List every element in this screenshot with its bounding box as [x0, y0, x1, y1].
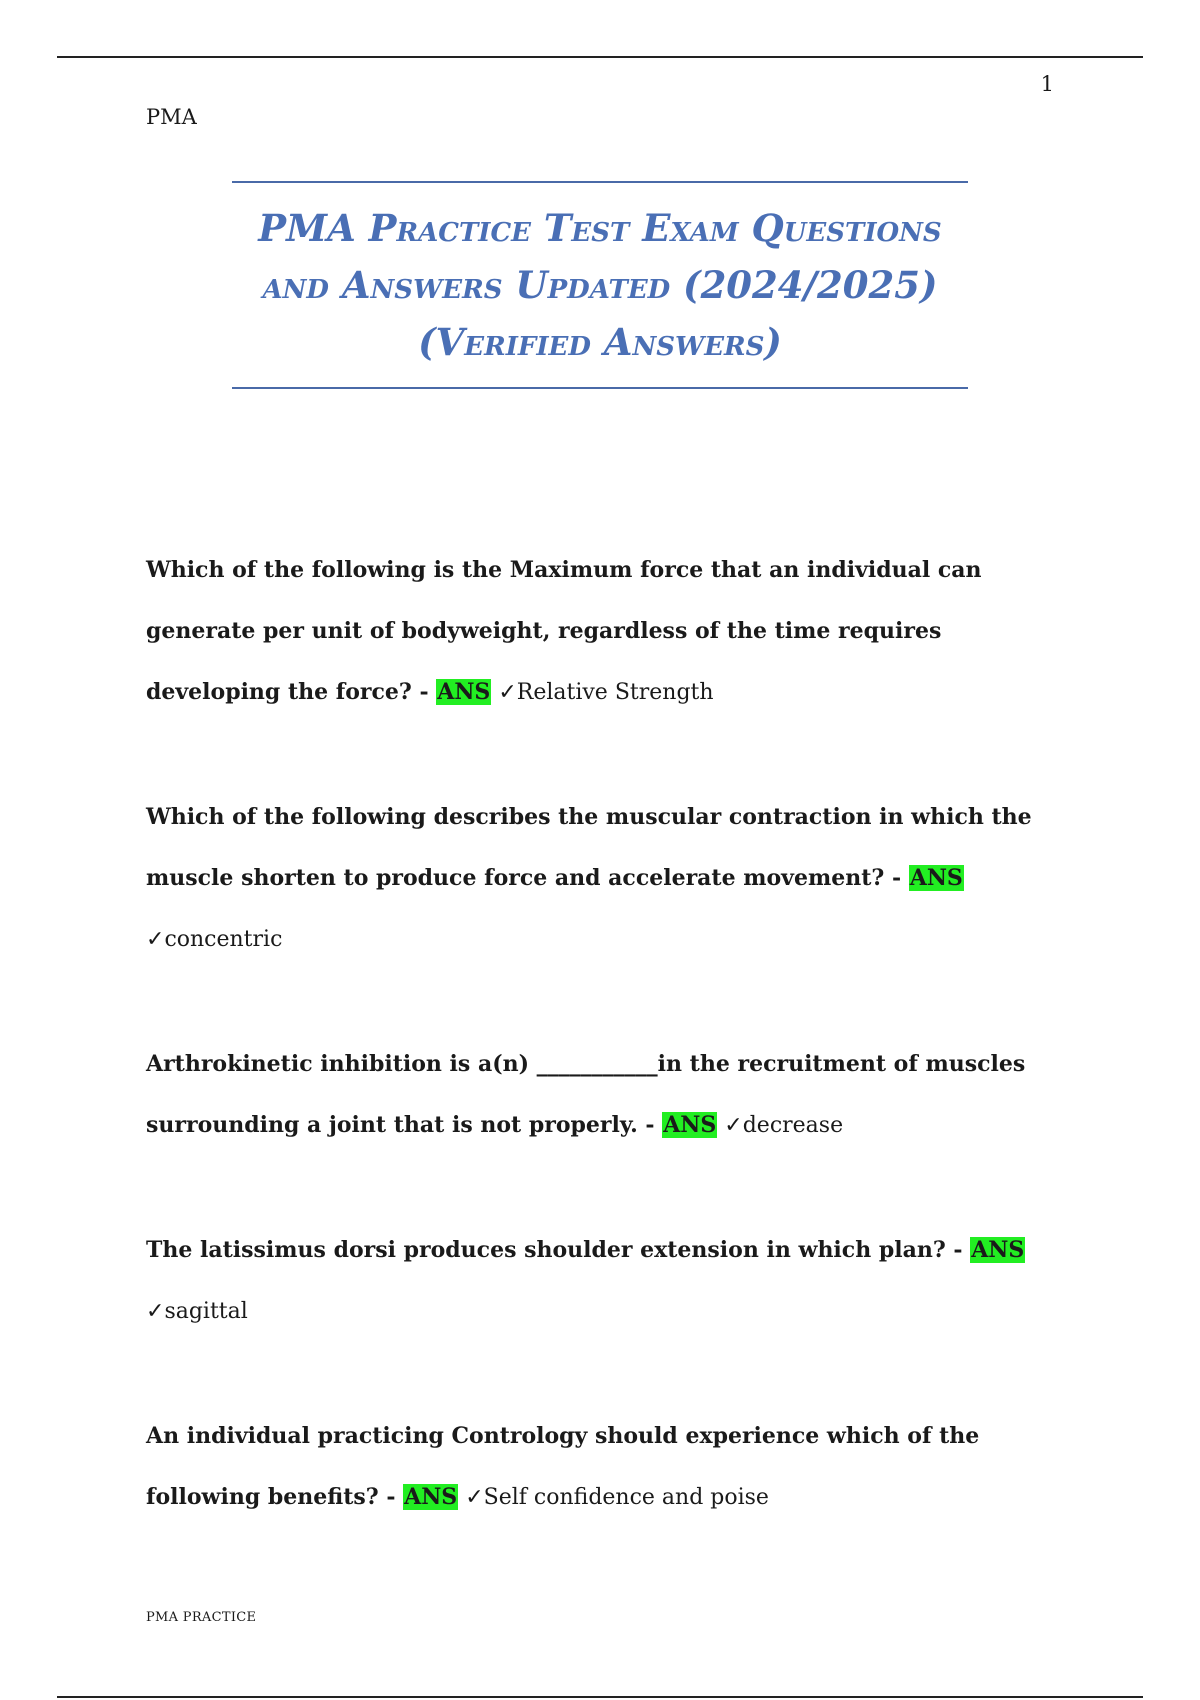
answer-text: Relative Strength — [516, 680, 714, 705]
ans-badge: ANS — [437, 679, 491, 705]
checkmark-icon: ✓ — [465, 1485, 484, 1510]
qa-item — [146, 540, 1066, 723]
title-block — [232, 181, 968, 389]
question-text: Which of the following describes the muscular contraction in which the muscle shorten to produce force and accelerate movement? - — [146, 804, 1032, 891]
page-footer: PMA PRACTICE — [146, 1610, 257, 1625]
ans-badge: ANS — [404, 1484, 458, 1510]
ans-badge: ANS — [663, 1112, 717, 1138]
document-title — [250, 200, 950, 371]
checkmark-icon: ✓ — [146, 1299, 165, 1324]
page-header: PMA — [146, 105, 197, 129]
page-number: 1 — [1040, 72, 1054, 96]
top-rule — [57, 56, 1143, 58]
answer-text: Self confidence and poise — [483, 1485, 769, 1510]
question-text: Which of the following is the Maximum force that an individual can generate per unit of bodyweight, regardless of the time requires developing the force? - — [146, 557, 982, 705]
ans-badge: ANS — [909, 865, 963, 891]
qa-item — [146, 787, 1066, 970]
question-text: The latissimus dorsi produces shoulder extension in which plan? - — [146, 1237, 971, 1263]
qa-list — [146, 540, 1066, 1592]
ans-badge: ANS — [971, 1237, 1025, 1263]
answer-text: concentric — [164, 927, 283, 952]
checkmark-icon: ✓ — [146, 927, 165, 952]
checkmark-icon: ✓ — [498, 680, 517, 705]
title-line-1: PMA Practice Test Exam Questions — [258, 205, 942, 250]
question-text: Arthrokinetic inhibition is a(n) ___________in the recruitment of muscles surrounding a joint that is not properly. - — [146, 1051, 1026, 1138]
answer-text: decrease — [742, 1113, 844, 1138]
qa-item — [146, 1034, 1066, 1156]
checkmark-icon: ✓ — [724, 1113, 743, 1138]
bottom-rule — [57, 1696, 1143, 1698]
title-line-2: and Answers Updated (2024/2025) — [262, 262, 938, 307]
title-line-3: (Verified Answers) — [418, 319, 782, 364]
question-text: An individual practicing Contrology should experience which of the following benefits? - — [146, 1423, 980, 1510]
qa-item — [146, 1220, 1066, 1342]
qa-item — [146, 1406, 1066, 1528]
answer-text: sagittal — [164, 1299, 248, 1324]
